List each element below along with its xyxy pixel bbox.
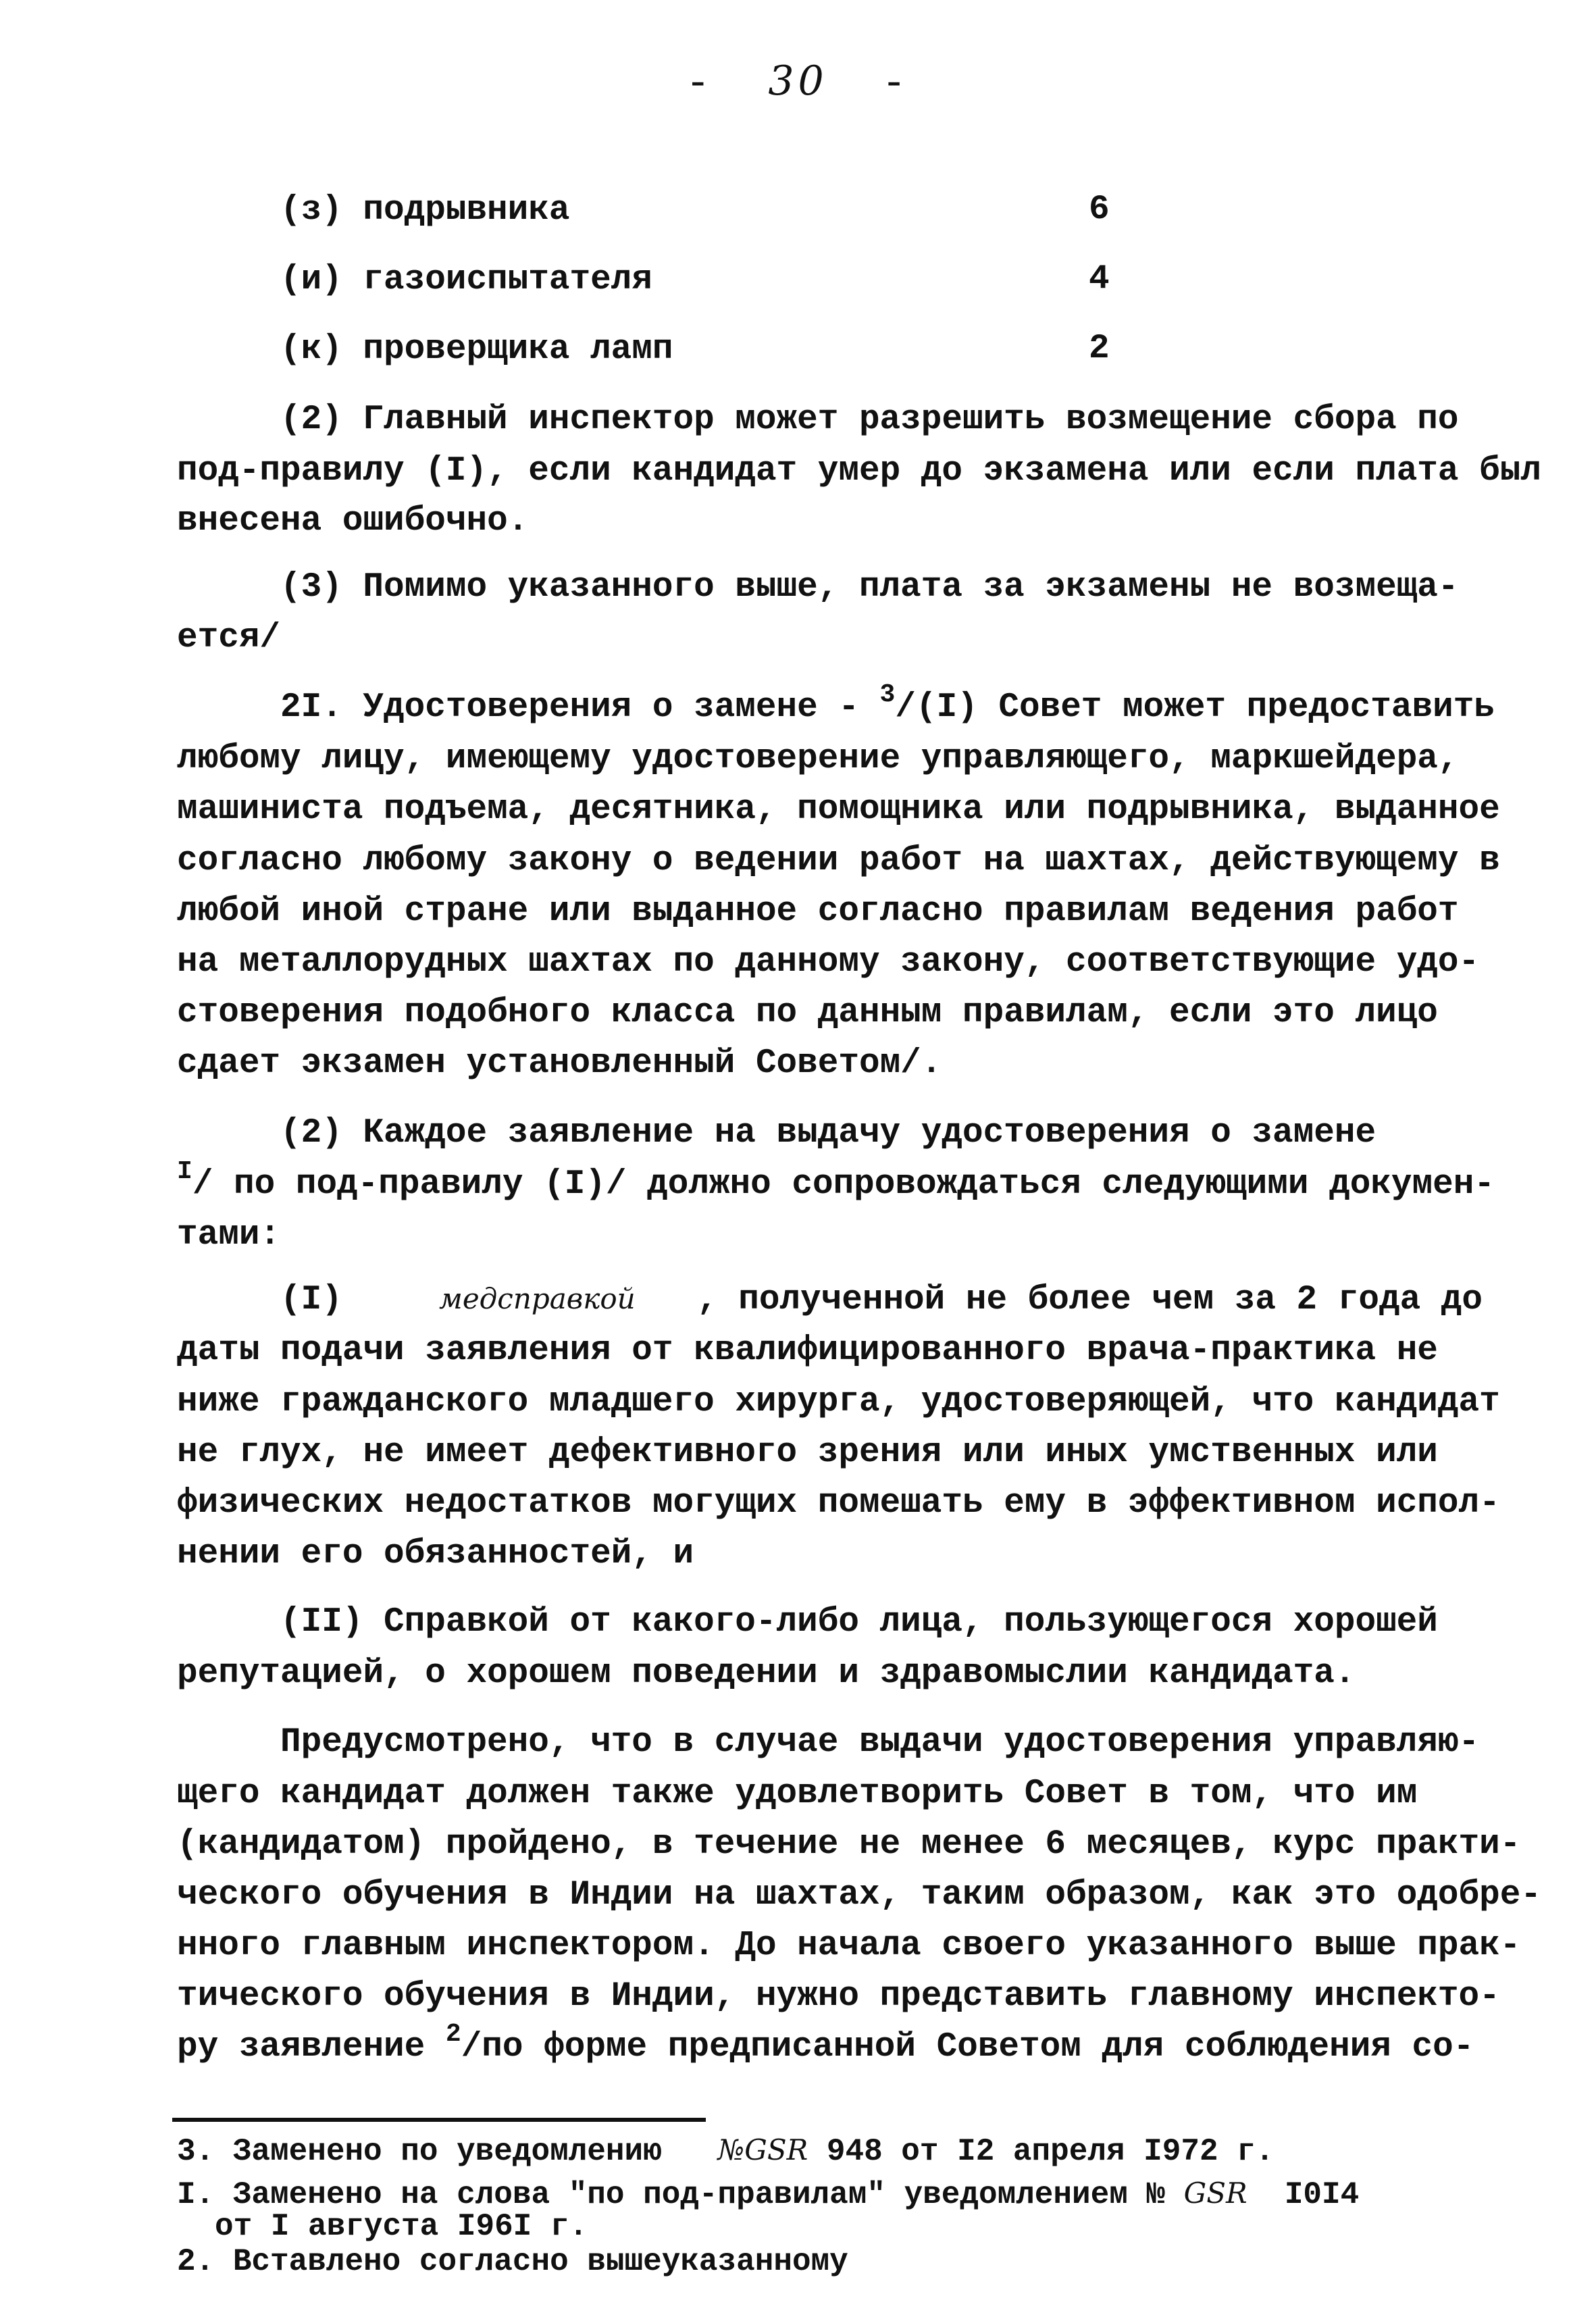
- paragraph-line: (2) Каждое заявление на выдачу удостоверения о замене: [280, 1114, 1376, 1152]
- page-number: 30: [768, 57, 828, 105]
- item-value: 6: [1089, 190, 1110, 229]
- paragraph-line: (3) Помимо указанного выше, плата за экзамены не возмеща-: [280, 568, 1459, 607]
- footnote: 2. Вставлено согласно вышеуказанному: [177, 2244, 848, 2279]
- footnote-ref: I: [177, 1157, 192, 1186]
- header-dash-right: -: [881, 61, 910, 107]
- paragraph-line: ческого обучения в Индии на шахтах, таким образом, как это одобре-: [177, 1876, 1541, 1914]
- footnote-divider: [172, 2118, 706, 2122]
- paragraph-line: ниже гражданского младшего хирурга, удостоверяющей, что кандидат: [177, 1383, 1500, 1421]
- paragraph-line: любому лицу, имеющему удостоверение управляющего, маркшейдера,: [177, 740, 1459, 778]
- doc-item-number: (I): [280, 1281, 342, 1319]
- footnote-ref: 3: [879, 680, 896, 709]
- paragraph-line: под-правилу (I), если кандидат умер до экзамена или если плата был: [177, 452, 1541, 490]
- paragraph-line: нного главным инспектором. До начала своего указанного выше прак-: [177, 1927, 1521, 1965]
- handwritten-insert: №GSR: [717, 2133, 808, 2166]
- paragraph-line: машиниста подъема, десятника, помощника или подрывника, выданное: [177, 790, 1500, 829]
- item-label: (и) газоиспытателя: [280, 261, 652, 299]
- paragraph-line: стоверения подобного класса по данным правилам, если это лицо: [177, 994, 1438, 1032]
- paragraph-line: любой иной стране или выданное согласно правилам ведения работ: [177, 892, 1459, 931]
- paragraph-line: ру заявление $^2$/по форме предписанной Советом для соблюдения со-: [177, 2020, 1474, 2066]
- paragraph-line: сдает экзамен установленный Советом/.: [177, 1044, 942, 1083]
- page-header: [0, 57, 1596, 107]
- item-value: 4: [1089, 260, 1110, 299]
- footnote: I. Заменено на слова "по под-правилам" уведомлением № GSR I0I4: [177, 2177, 1360, 2212]
- paragraph-line: (2) Главный инспектор может разрешить возмещение сбора по: [280, 401, 1459, 439]
- paragraph-line: тического обучения в Индии, нужно представить главному инспекто-: [177, 1977, 1500, 2016]
- paragraph-line: даты подачи заявления от квалифицированного врача-практика не: [177, 1331, 1438, 1370]
- footnote: 3. Заменено по уведомлению №GSR 948 от I2 апреля I972 г.: [177, 2133, 1275, 2169]
- paragraph-line: физических недостатков могущих помешать ему в эффективном испол-: [177, 1484, 1500, 1523]
- header-dash-left: -: [686, 61, 715, 107]
- item-label: (к) проверщика ламп: [280, 330, 673, 369]
- paragraph-line: щего кандидат должен также удовлетворить Совет в том, что им: [177, 1775, 1418, 1813]
- paragraph-line: согласно любому закону о ведении работ на шахтах, действующему в: [177, 842, 1500, 880]
- handwritten-insert: GSR: [1183, 2177, 1247, 2210]
- section-21-heading: 2I. Удостоверения о замене - $^3$/(I) Совет может предоставить: [280, 680, 1495, 727]
- paragraph-line: , полученной не более чем за 2 года до: [697, 1281, 1483, 1319]
- item-label: (з) подрывника: [280, 191, 570, 230]
- paragraph-line: $^I$/ по под-правилу (I)/ должно сопровождаться следующими докумен-: [177, 1157, 1495, 1204]
- paragraph-line: нении его обязанностей, и: [177, 1535, 694, 1573]
- paragraph-line: внесена ошибочно.: [177, 502, 529, 540]
- paragraph-line: репутацией, о хорошем поведении и здравомыслии кандидата.: [177, 1654, 1356, 1693]
- paragraph-line: (кандидатом) пройдено, в течение не менее 6 месяцев, курс практи-: [177, 1825, 1521, 1864]
- paragraph-line: на металлорудных шахтах по данному закону, соответствующие удо-: [177, 943, 1480, 982]
- item-value: 2: [1089, 330, 1110, 368]
- paragraph-line: тами:: [177, 1216, 281, 1254]
- paragraph-line: ется/: [177, 619, 281, 657]
- paragraph-line: (II) Справкой от какого-либо лица, пользующегося хорошей: [280, 1603, 1438, 1642]
- handwritten-insert: медсправкой: [439, 1282, 636, 1315]
- paragraph-line: не глух, не имеет дефективного зрения или иных умственных или: [177, 1433, 1438, 1472]
- footnote-continuation: от I августа I96I г.: [215, 2209, 588, 2244]
- paragraph-line: Предусмотрено, что в случае выдачи удостоверения управляю-: [280, 1723, 1480, 1762]
- footnote-ref: 2: [445, 2020, 461, 2049]
